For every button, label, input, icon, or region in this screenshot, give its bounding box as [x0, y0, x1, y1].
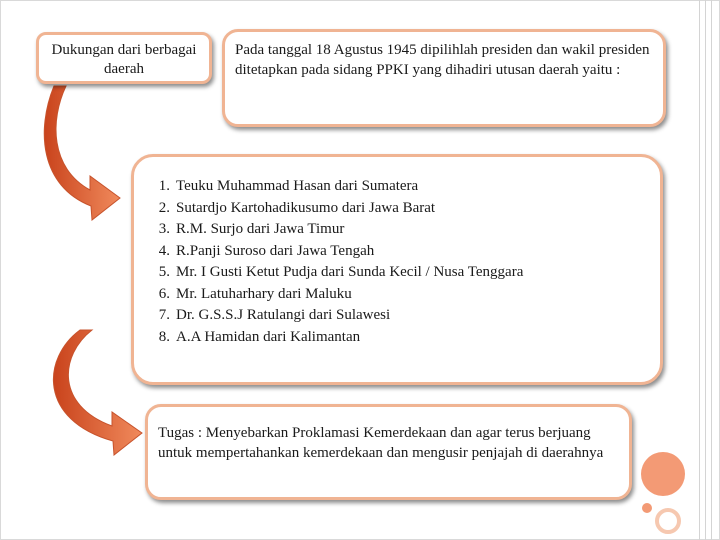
item-number: 2. [158, 199, 170, 216]
members-list [134, 176, 523, 348]
item-text: Mr. I Gusti Ketut Pudja dari Sunda Kecil / Nusa Tenggara [176, 264, 524, 280]
item-text: R.Panji Suroso dari Jawa Tengah [176, 242, 375, 259]
list-item [134, 241, 523, 263]
list-item [134, 176, 523, 198]
item-number: 5. [158, 264, 170, 280]
item-number: 3. [158, 221, 170, 237]
curved-arrow-1 [44, 86, 120, 220]
item-text: R.M. Surjo dari Jawa Timur [176, 221, 345, 237]
list-item [134, 262, 523, 284]
list-item [134, 305, 523, 327]
list-item [134, 198, 523, 220]
item-number: 1. [158, 178, 170, 194]
decor-dot [642, 503, 652, 513]
list-item [134, 284, 523, 306]
item-text: Sutardjo Kartohadikusumo dari Jawa Barat [176, 199, 436, 216]
decor-circle [641, 452, 685, 496]
item-text: Dr. G.S.S.J Ratulangi dari Sulawesi [176, 307, 391, 323]
item-number: 4. [158, 242, 170, 259]
intro-box [222, 29, 666, 127]
item-text: Teuku Muhammad Hasan dari Sumatera [176, 178, 419, 194]
item-text: Mr. Latuharhary dari Maluku [176, 285, 352, 302]
support-text: Dukungan dari berbagai daerah [51, 42, 197, 77]
list-item [134, 219, 523, 241]
item-number: 8. [158, 328, 170, 345]
members-box [131, 154, 663, 385]
list-item [134, 327, 523, 349]
item-text: A.A Hamidan dari Kalimantan [176, 328, 361, 345]
curved-arrow-2 [53, 330, 142, 455]
support-box [36, 32, 212, 84]
decor-ring [655, 508, 681, 534]
intro-text: Pada tanggal 18 Agustus 1945 dipilihlah presiden dan wakil presiden ditetapkan pada sidang PPKI yang dihadiri utusan daerah yaitu : [235, 42, 650, 78]
task-text: Tugas : Menyebarkan Proklamasi Kemerdekaan dan agar terus berjuang untuk mempertahankan kemerdekaan dan mengusir penjajah di daerahnya [158, 425, 604, 461]
task-box [145, 404, 632, 500]
item-number: 7. [158, 307, 170, 323]
item-number: 6. [158, 285, 170, 302]
